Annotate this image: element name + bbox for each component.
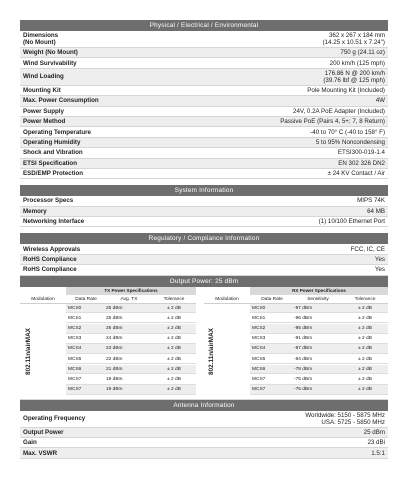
label-text: Operating Humidity xyxy=(23,138,81,146)
physical-row xyxy=(20,86,388,96)
column-header: Tolerance xyxy=(354,296,376,302)
column-header: Modulation xyxy=(31,296,55,302)
physical-row-label xyxy=(23,108,64,115)
value-subtext: USA: 5725 - 5850 MHz xyxy=(321,418,385,426)
label-text: Operating Temperature xyxy=(23,128,91,136)
value-text: FCC, IC, CE xyxy=(350,245,385,253)
tx-table-row xyxy=(66,365,196,375)
system-spec-list xyxy=(20,196,388,227)
cell: -96 dBm xyxy=(294,315,313,321)
cell: 21 dBm xyxy=(106,366,123,372)
physical-row-label xyxy=(23,32,58,46)
cell: MCS0 xyxy=(68,305,82,311)
cell: ± 2 dB xyxy=(167,377,181,383)
cell: ± 2 dB xyxy=(167,366,181,372)
antenna-row xyxy=(20,438,388,448)
section-header-physical: Physical / Electrical / Environmental xyxy=(20,20,388,31)
value-text: (1) 10/100 Ethernet Port xyxy=(318,218,385,226)
physical-row xyxy=(20,69,388,86)
system-row-label xyxy=(23,218,84,225)
label-text: Wind Survivability xyxy=(23,59,77,67)
label-text: Mounting Kit xyxy=(23,86,61,94)
side-label-left: 802.11n/airMAX xyxy=(24,327,32,375)
physical-row-value xyxy=(293,108,385,115)
value-text: Pole Mounting Kit (Included) xyxy=(307,86,385,94)
physical-row-value xyxy=(323,32,385,46)
system-row-label xyxy=(23,197,73,204)
label-text: Processor Specs xyxy=(23,197,74,205)
physical-row-value xyxy=(280,118,385,125)
label-text: Power Supply xyxy=(23,107,64,115)
rx-column-headers xyxy=(204,295,388,304)
cell: -78 dBm xyxy=(294,366,313,372)
physical-row-label xyxy=(23,49,78,56)
value-text: EN 302 326 DN2 xyxy=(338,159,385,167)
cell: ± 2 dB xyxy=(167,305,181,311)
physical-row-label xyxy=(23,87,61,94)
cell: 24 dBm xyxy=(106,336,123,342)
cell: MCS4 xyxy=(68,346,82,352)
physical-row-label xyxy=(23,73,64,80)
tx-table-row xyxy=(66,355,196,365)
cell: 23 dBm xyxy=(106,346,123,352)
regulatory-row-label xyxy=(23,256,77,263)
system-row xyxy=(20,217,388,227)
column-header: Sensitivity xyxy=(307,296,329,302)
cell: ± 2 dB xyxy=(167,346,181,352)
system-row-value xyxy=(357,197,385,204)
cell: MCS7 xyxy=(68,387,82,393)
spec-sheet xyxy=(20,20,388,459)
cell: MCS5 xyxy=(252,356,266,362)
cell: MCS7 xyxy=(252,377,266,383)
label-subtext: (No Mount) xyxy=(23,39,56,46)
cell: ± 2 dB xyxy=(358,366,372,372)
cell: ± 2 dB xyxy=(358,377,372,383)
label-text: Networking Interface xyxy=(23,218,85,226)
tx-column-headers xyxy=(20,295,196,304)
section-header-regulatory: Regulatory / Compliance Information xyxy=(20,233,388,244)
cell: MCS7 xyxy=(252,387,266,393)
cell: MCS2 xyxy=(252,326,266,332)
value-text: 23 dBi xyxy=(367,439,385,447)
value-text: Passive PoE (Pairs 4, 5+; 7, 8 Return) xyxy=(280,118,385,126)
cell: -91 dBm xyxy=(294,336,313,342)
section-header-system: System Information xyxy=(20,185,388,196)
cell: MCS3 xyxy=(252,336,266,342)
cell: ± 2 dB xyxy=(358,315,372,321)
column-header: Avg. TX xyxy=(120,296,138,302)
regulatory-row-label xyxy=(23,246,80,253)
value-text: 362 x 267 x 184 mm xyxy=(328,32,385,39)
antenna-row-label xyxy=(23,439,37,446)
system-row-value xyxy=(367,208,385,215)
antenna-row xyxy=(20,411,388,428)
label-text: Wind Loading xyxy=(23,73,64,81)
value-text: 1.5:1 xyxy=(371,449,385,457)
physical-row xyxy=(20,127,388,137)
value-text: 5 to 95% Noncondensing xyxy=(315,138,385,146)
cell: ± 2 dB xyxy=(358,326,372,332)
physical-row-value xyxy=(340,49,385,56)
physical-row-value xyxy=(338,149,385,156)
tx-table-row xyxy=(66,344,196,354)
physical-row xyxy=(20,169,388,179)
label-text: Output Power xyxy=(23,428,64,436)
physical-row-value xyxy=(328,170,385,177)
section-header-output-power: Output Power: 25 dBm xyxy=(20,276,388,287)
physical-row xyxy=(20,148,388,158)
regulatory-row-value xyxy=(375,256,385,263)
regulatory-spec-list xyxy=(20,244,388,275)
physical-row-label xyxy=(23,97,99,104)
antenna-spec-list xyxy=(20,411,388,459)
physical-row xyxy=(20,96,388,106)
antenna-row-value xyxy=(367,439,385,446)
value-text: Worldwide: 5150 - 5875 MHz xyxy=(305,411,385,419)
regulatory-row xyxy=(20,265,388,275)
rx-table-title: RX Power Specifications xyxy=(250,287,388,295)
physical-row-value xyxy=(316,139,385,146)
value-text: 176.86 N @ 200 km/h xyxy=(324,69,385,77)
physical-row xyxy=(20,58,388,68)
physical-row-label xyxy=(23,118,65,125)
cell: MCS7 xyxy=(68,377,82,383)
cell: 25 dBm xyxy=(106,305,123,311)
side-label-right: 802.11n/airMAX xyxy=(207,327,215,375)
physical-row-value xyxy=(338,160,385,167)
physical-row xyxy=(20,159,388,169)
cell: 25 dBm xyxy=(106,326,123,332)
cell: MCS4 xyxy=(252,346,266,352)
cell: ± 2 dB xyxy=(167,387,181,393)
rx-table-row xyxy=(250,385,388,395)
regulatory-row-label xyxy=(23,266,77,273)
label-text: Shock and Vibration xyxy=(23,149,83,157)
cell: 19 dBm xyxy=(106,387,123,393)
section-header-antenna: Antenna Information xyxy=(20,400,388,411)
value-text: 4W xyxy=(375,97,385,105)
cell: ± 2 dB xyxy=(167,326,181,332)
physical-row xyxy=(20,107,388,117)
cell: -87 dBm xyxy=(294,346,313,352)
label-text: Operating Frequency xyxy=(23,415,86,423)
cell: -95 dBm xyxy=(294,326,313,332)
cell: MCS6 xyxy=(252,366,266,372)
physical-row-value xyxy=(307,87,385,94)
antenna-row-value xyxy=(371,450,385,457)
cell: ± 2 dB xyxy=(167,356,181,362)
label-text: Wireless Approvals xyxy=(23,245,81,253)
value-text: 200 km/h (125 mph) xyxy=(329,59,385,67)
cell: -75 dBm xyxy=(294,387,313,393)
value-text: Yes xyxy=(374,256,385,264)
rx-table-row xyxy=(250,365,388,375)
system-row-label xyxy=(23,208,47,215)
value-subtext: (14.25 x 10.51 x 7.24") xyxy=(322,39,385,46)
rx-table-row xyxy=(250,375,388,385)
physical-row-value xyxy=(330,60,385,67)
physical-row xyxy=(20,117,388,127)
cell: 22 dBm xyxy=(106,356,123,362)
physical-spec-list xyxy=(20,31,388,179)
tx-table-row xyxy=(66,385,196,395)
cell: -97 dBm xyxy=(294,305,313,311)
physical-row xyxy=(20,31,388,48)
cell: ± 2 dB xyxy=(358,356,372,362)
column-header: Tolerance xyxy=(163,296,185,302)
regulatory-row-value xyxy=(351,246,385,253)
regulatory-row xyxy=(20,244,388,254)
cell: ± 2 dB xyxy=(358,387,372,393)
column-header: Data Rate xyxy=(261,296,283,302)
physical-row xyxy=(20,138,388,148)
label-text: ETSI Specification xyxy=(23,159,77,167)
physical-row-value xyxy=(323,70,385,84)
value-text: 64 MB xyxy=(367,207,385,215)
physical-row-label xyxy=(23,170,83,177)
value-text: Yes xyxy=(374,266,385,274)
label-text: RoHS Compliance xyxy=(23,256,77,264)
rx-table-row xyxy=(250,314,388,324)
label-text: Max. Power Consumption xyxy=(23,97,99,105)
label-text: Memory xyxy=(23,207,47,215)
label-text: Dimensions xyxy=(23,32,59,39)
label-text: Weight (No Mount) xyxy=(23,49,78,57)
value-text: 25 dBm xyxy=(363,428,385,436)
cell: -75 dBm xyxy=(294,377,313,383)
antenna-row-label xyxy=(23,415,85,422)
column-header: Data Rate xyxy=(75,296,97,302)
tx-table-row xyxy=(66,304,196,314)
rx-table-row xyxy=(250,324,388,334)
label-text: RoHS Compliance xyxy=(23,266,77,274)
value-text: MIPS 74K xyxy=(357,197,385,205)
rx-table-row xyxy=(250,355,388,365)
physical-row-label xyxy=(23,149,83,156)
tx-table-row xyxy=(66,375,196,385)
physical-row xyxy=(20,48,388,58)
cell: MCS5 xyxy=(68,356,82,362)
cell: 19 dBm xyxy=(106,377,123,383)
physical-row-value xyxy=(376,97,385,104)
tx-table-row xyxy=(66,324,196,334)
cell: ± 2 dB xyxy=(167,336,181,342)
rx-table-row xyxy=(250,334,388,344)
tx-table-row xyxy=(66,314,196,324)
system-row xyxy=(20,196,388,206)
cell: MCS3 xyxy=(68,336,82,342)
cell: MCS0 xyxy=(252,305,266,311)
system-row-value xyxy=(319,218,385,225)
label-text: ESD/EMP Protection xyxy=(23,170,84,178)
regulatory-row-value xyxy=(375,266,385,273)
cell: ± 2 dB xyxy=(358,336,372,342)
value-text: 24V, 0.2A PoE Adapter (Included) xyxy=(293,107,385,115)
label-text: Max. VSWR xyxy=(23,449,58,457)
physical-row-label xyxy=(23,129,91,136)
antenna-row-value xyxy=(305,412,385,426)
cell: ± 2 dB xyxy=(358,305,372,311)
rx-table-row xyxy=(250,304,388,314)
cell: ± 2 dB xyxy=(358,346,372,352)
label-text: Gain xyxy=(23,439,37,447)
rx-table-row xyxy=(250,344,388,354)
cell: MCS6 xyxy=(68,366,82,372)
antenna-row xyxy=(20,448,388,458)
antenna-row xyxy=(20,428,388,438)
column-header: Modulation xyxy=(215,296,239,302)
antenna-row-value xyxy=(364,429,385,436)
cell: 25 dBm xyxy=(106,315,123,321)
value-subtext: (39.76 lbf @ 125 mph) xyxy=(323,76,385,84)
physical-row-label xyxy=(23,160,77,167)
cell: MCS1 xyxy=(68,315,82,321)
cell: MCS2 xyxy=(68,326,82,332)
tx-table-title: TX Power Specifications xyxy=(66,287,196,295)
antenna-row-label xyxy=(23,429,64,436)
physical-row-label xyxy=(23,139,80,146)
value-text: 750 g (24.11 oz) xyxy=(340,49,385,57)
physical-row-value xyxy=(310,129,385,136)
value-text: ETSI300-019-1.4 xyxy=(337,149,385,157)
tx-table-row xyxy=(66,334,196,344)
cell: -84 dBm xyxy=(294,356,313,362)
cell: ± 2 dB xyxy=(167,315,181,321)
value-text: -40 to 70° C (-40 to 158° F) xyxy=(310,128,385,136)
power-spec-table xyxy=(20,287,388,400)
value-text: ± 24 KV Contact / Air xyxy=(327,170,385,178)
cell: MCS1 xyxy=(252,315,266,321)
system-row xyxy=(20,207,388,217)
antenna-row-label xyxy=(23,450,57,457)
physical-row-label xyxy=(23,60,77,67)
regulatory-row xyxy=(20,255,388,265)
label-text: Power Method xyxy=(23,118,66,126)
